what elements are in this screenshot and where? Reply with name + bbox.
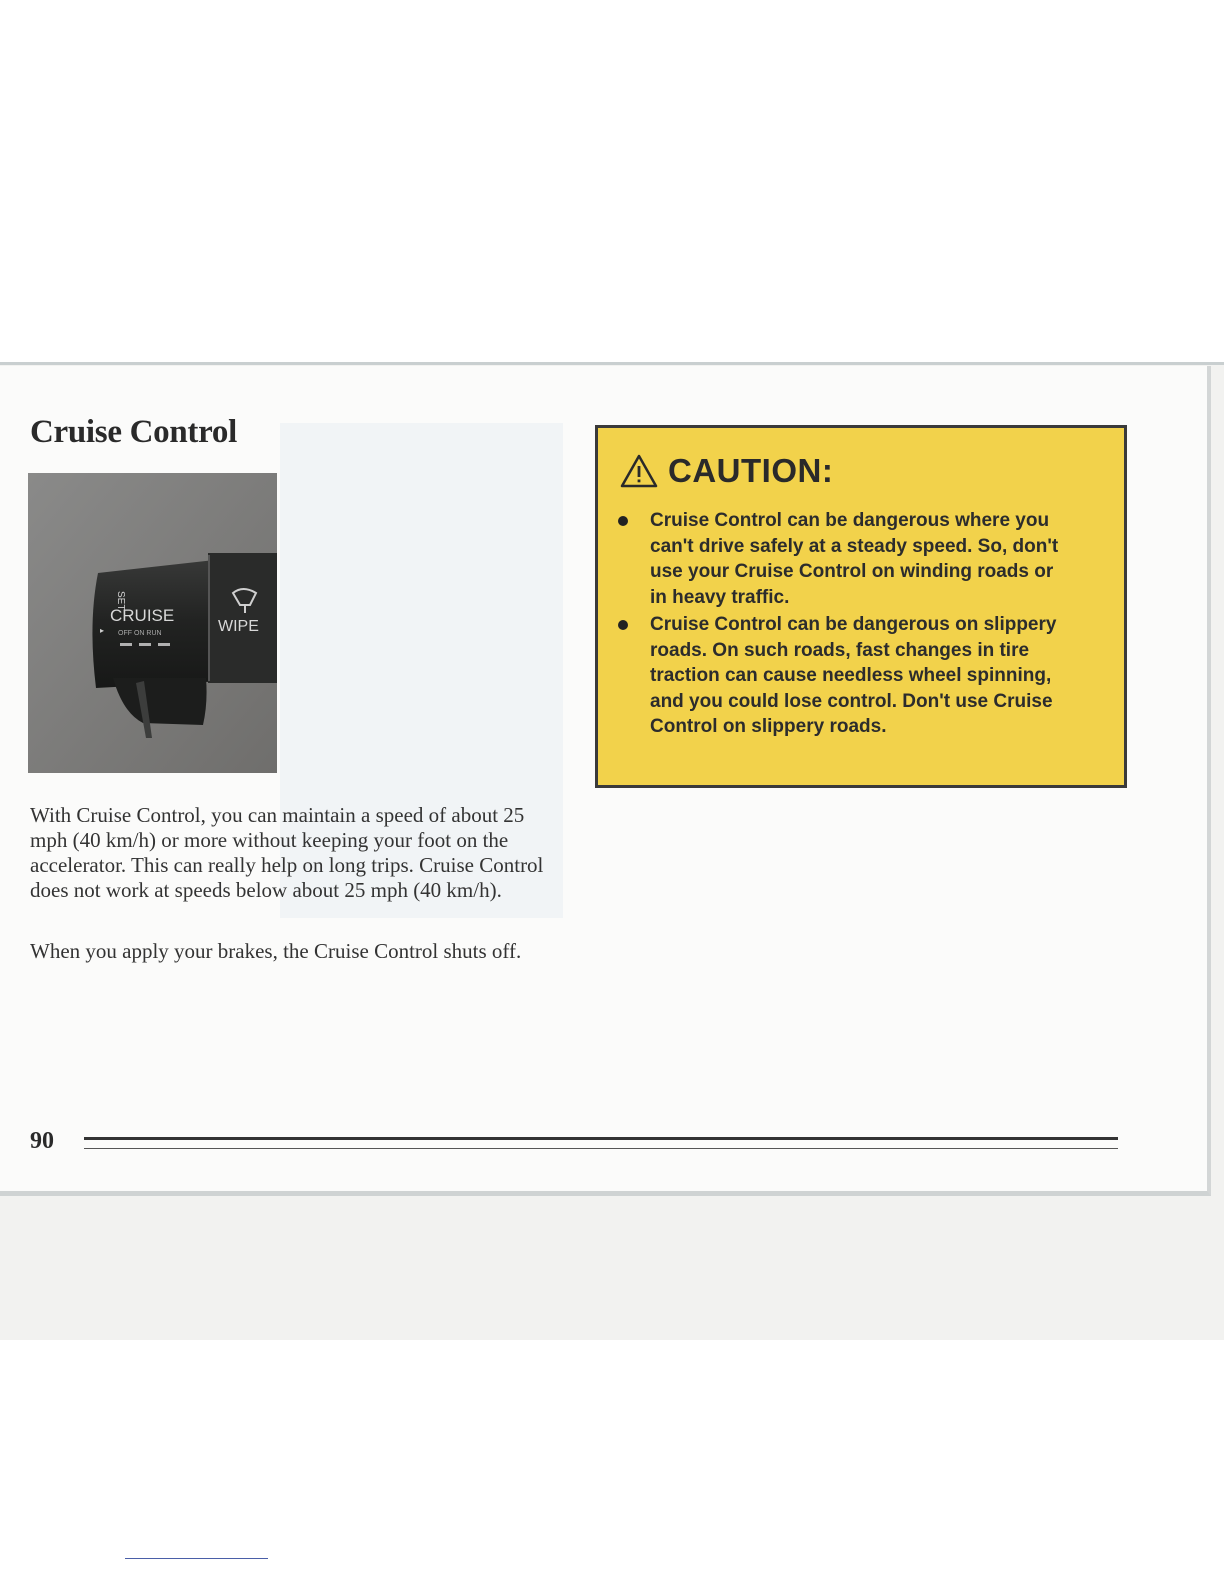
caution-item-text: Cruise Control can be dangerous on slippery roads. On such roads, fast changes in tire traction can cause needless wheel spinning, and you could lose control. Don't use Cruise Control on slippery roads. <box>650 614 1057 737</box>
manual-page <box>0 366 1211 1196</box>
svg-text:▸: ▸ <box>100 626 105 635</box>
warning-triangle-icon <box>620 454 658 488</box>
page-title: Cruise Control <box>30 414 237 450</box>
stalk-wipe-label: WIPE <box>218 618 259 635</box>
caution-item-text: Cruise Control can be dangerous where you can't drive safely at a steady speed. So, don't use your Cruise Control on winding roads or in heavy traffic. <box>650 510 1059 608</box>
footer-rule <box>84 1137 1118 1140</box>
body-paragraph-1: With Cruise Control, you can maintain a speed of about 25 mph (40 km/h) or more without keeping your foot on the accelerator. This can really help on long trips. Cruise Control does not work at speeds below about 25 mph (40 km/h). <box>30 803 544 902</box>
caution-item <box>614 612 1064 740</box>
caution-list <box>614 508 1064 742</box>
bullet-icon <box>618 620 628 630</box>
caution-box <box>595 425 1127 788</box>
bullet-icon <box>618 516 628 526</box>
body-paragraph-2: When you apply your brakes, the Cruise Control shuts off. <box>30 939 522 963</box>
stalk-cruise-label: CRUISE <box>110 606 175 625</box>
caution-item <box>614 508 1064 610</box>
footer-rule-thin <box>84 1148 1118 1149</box>
caution-header <box>620 452 833 490</box>
caution-title: CAUTION: <box>668 452 834 489</box>
stalk-mode-label: OFF ON RUN <box>118 630 162 637</box>
bottom-divider <box>125 1558 268 1559</box>
page-number: 90 <box>30 1128 54 1154</box>
stalk-set-label: SET <box>115 591 126 611</box>
cruise-control-stalk-photo <box>28 473 277 773</box>
